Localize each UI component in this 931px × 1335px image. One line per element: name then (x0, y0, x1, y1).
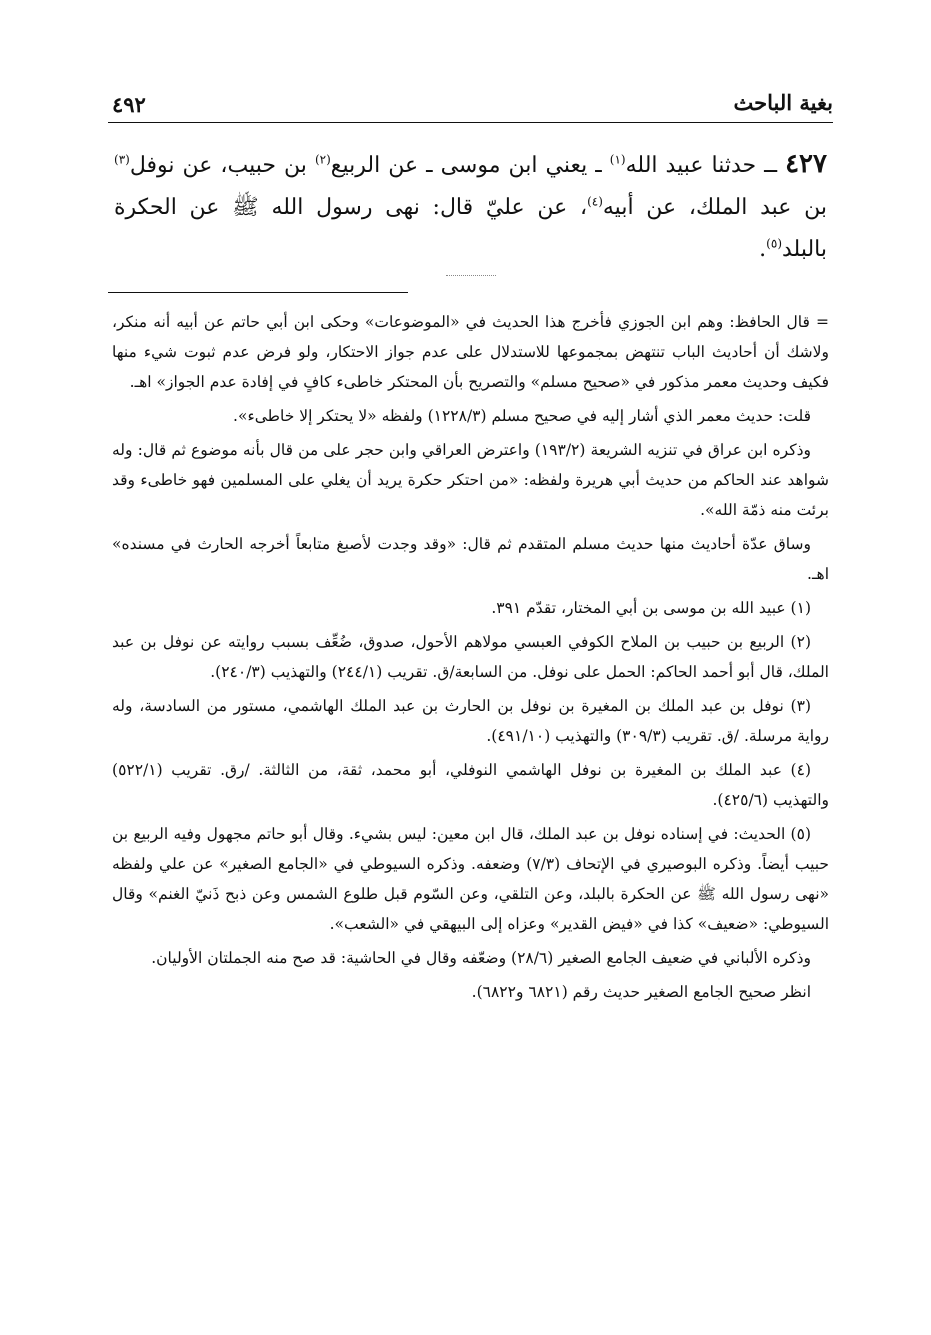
footnote-rule (108, 292, 408, 293)
footnote-paragraph: وذكره ابن عراق في تنزيه الشريعة (١٩٣/٢) واعترض العراقي وابن حجر على من قال بأنه موضوع ثم قال: وله شواهد عند الحاكم من حديث أبي هريرة ولفظه: «من احتكر حكرة يريد أن يغلي على المسلمين فهو خاطىء وقد برئت منه ذمّة الله». (112, 441, 829, 519)
footnote-3: (٣) نوفل بن عبد الملك بن المغيرة بن نوفل بن الحارث بن عبد الملك الهاشمي، مستور من السادسة، وله رواية مرسلة. /ق. تقريب (٣٠٩/٣) والتهذيب (٤٩١/١٠). (112, 697, 829, 745)
hadith-segment-5: ، عن عليّ قال: نهى رسول الله ﷺ عن الحكرة بالبلد (114, 195, 827, 262)
hadith-segment-1: ــ حدثنا عبيد الله (625, 153, 786, 178)
footnote-4: (٤) عبد الملك بن المغيرة بن نوفل الهاشمي النوفلي، أبو محمد، ثقة، من الثالثة. /رق. تقريب (٥٢٢/١) والتهذيب (٤٢٥/٦). (112, 761, 829, 809)
footnote-rule-wrap (108, 292, 833, 293)
hadith-segment-2: ـ يعني ابن موسى ـ عن الربيع (330, 153, 610, 178)
footnote-ref-2: (٢) (314, 152, 331, 167)
running-title: بغية الباحث (733, 90, 833, 115)
dotted-separator (446, 275, 496, 276)
hadith-segment-4: بن عبد الملك، عن أبيه (602, 195, 827, 220)
footnote-ref-4: (٤) (587, 194, 603, 209)
footnote-5: (٥) الحديث: في إسناده نوفل بن عبد الملك، قال ابن معين: ليس بشيء. وقال أبو حاتم مجهول وفيه الربيع بن حبيب أيضاً. وذكره البوصيري في الإتحاف (٧/٣) وضعفه. وذكره السيوطي في «الجامع الصغير» عن علي ولفظه «نهى رسول الله ﷺ عن الحكرة بالبلد، وعن التلقي، وعن السّوم قبل طلوع الشمس وعن ذبح ذَنيّ الغنم» وقال السيوطي: «ضعيف» كذا في «فيض القدير» وعزاه إلى البيهقي في «الشعب». (112, 825, 829, 933)
footnote-paragraph: وذكره الألباني في ضعيف الجامع الصغير (٢٨/٦) وضعّفه وقال في الحاشية: قد صح منه الجملتان الأوليان. (151, 949, 811, 967)
footnote-paragraph: قلت: حديث معمر الذي أشار إليه في صحيح مسلم (١٢٢٨/٣) ولفظه «لا يحتكر إلا خاطىء». (233, 407, 811, 425)
footnote-ref-5: (٥) (766, 236, 782, 251)
footnote-paragraph: انظر صحيح الجامع الصغير حديث رقم (٦٨٢١ و٦٨٢٢). (471, 983, 811, 1001)
footnote-paragraph: وساق عدّة أحاديث منها حديث مسلم المتقدم ثم قال: «وقد وجدت لأصبغ متابعاً أخرجه الحارث في مسنده» اهـ. (112, 535, 829, 583)
footnote-ref-1: (١) (609, 152, 626, 167)
book-page (108, 88, 833, 1011)
footnote-continuation: = قال الحافظ: وهم ابن الجوزي فأخرج هذا الحديث في «الموضوعات» وحكى ابن أبي حاتم عن أبيه أنه منكر، ولاشك أن أحاديث الباب تنتهض بمجموعها للاستدلال على عدم جواز الاحتكار، ولو فرض عدم ثبوت شيء منها فكيف وحديث معمر مذكور في «صحيح مسلم» والتصريح بأن المحتكر خاطىء كافٍ في إفادة عدم الجواز» اهـ. (112, 313, 829, 391)
footnotes (108, 307, 833, 1007)
page-header (108, 88, 833, 123)
hadith-segment-3: بن حبيب، عن نوفل (129, 153, 315, 178)
hadith-number: ٤٢٧ (785, 149, 827, 179)
hadith-text (108, 143, 833, 271)
footnote-2: (٢) الربيع بن حبيب بن الملاح الكوفي العبسي مولاهم الأحول، صدوق، ضُعِّف بسبب روايته عن نوفل بن عبد الملك، قال أبو أحمد الحاكم: الحمل على نوفل. من السابعة/ق. تقريب (٢٤٤/١) والتهذيب (٢٤٠/٣). (112, 633, 829, 681)
footnote-ref-3: (٣) (114, 152, 130, 167)
footnote-1: (١) عبيد الله بن موسى بن أبي المختار، تقدّم ٣٩١. (491, 599, 811, 617)
page-number: ٤٩٢ (112, 92, 146, 117)
hadith-segment-6: . (759, 237, 767, 262)
